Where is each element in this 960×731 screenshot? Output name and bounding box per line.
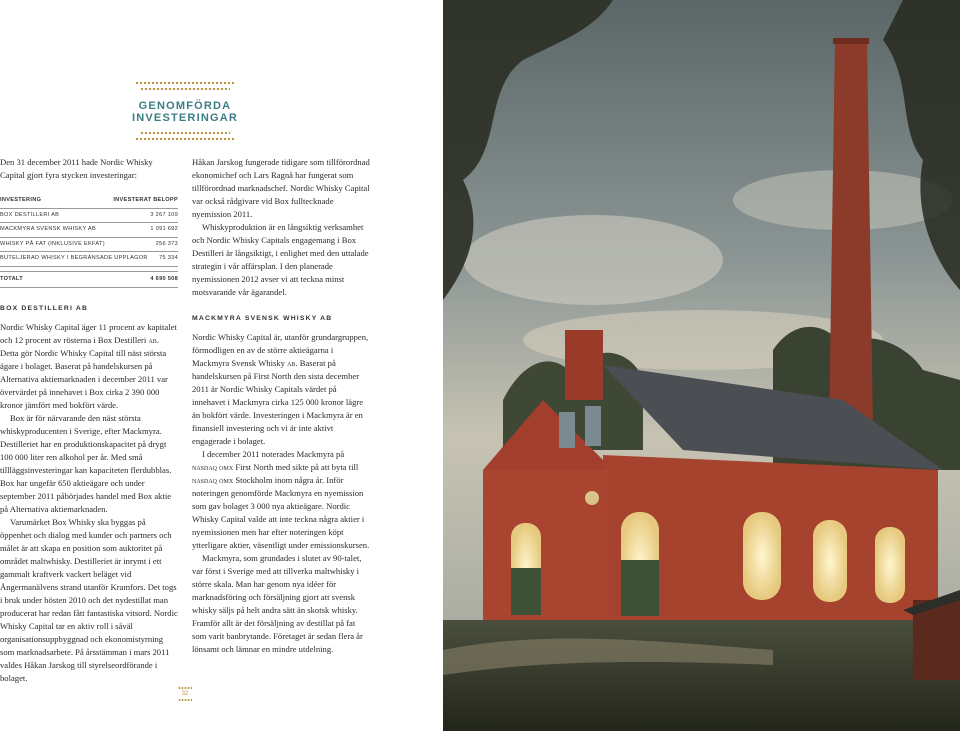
window-lit bbox=[875, 527, 905, 603]
box-paragraph-2: Box är för närvarande den näst största whiskyproducenten i Sverige, efter Mackmyra. Destilleriet har en produktionskapacitet på drygt 100 000 liter ren alkohol per år. Med små tillläggsinvesteringar kan kapaciteten flerdubblas. Box har ungefär 650 aktieägare och under september 2011 påbörjades handel med Box aktie på Alternativa aktiemarknaden. bbox=[0, 412, 172, 514]
mackmyra-paragraph-3: Mackmyra, som grundades i slutet av 90-talet, var först i Sverige med att tillverka maltwhisky i större skala. Man har genom nya idéer för marknadsföring och försäljning gjort att svensk whisky säljs på helt andra sätt än skotsk whisky. Framför allt är det försäljning av destillat på fat som varit banbrytande. Företaget är sedan flera år lönsamt och lämnar en mindre utdelning. bbox=[192, 553, 363, 654]
distillery-photo bbox=[443, 0, 960, 731]
table-cell-value: 256 373 bbox=[155, 240, 178, 247]
page-number: 32 bbox=[181, 691, 189, 697]
table-total-value: 4 690 508 bbox=[150, 275, 178, 282]
building-small-chimney bbox=[565, 330, 603, 400]
box-paragraph-3: Varumärket Box Whisky ska byggas på öppenhet och dialog med kunder och partners och målet är att skapa en position som auktoritet på området maltwhisky. Destilleriet är inrymt i ett gammalt kraftverk vackert beläget vid Ångermanälvens strand utanför Kramfors. Det togs i bruk under hösten 2010 och det nydestillat man producerat har redan fått fantastiska vitsord. Nordic Whisky Capital tar en aktiv roll i såväl organisationsuppbyggnad och ekonomistyrning som marknadsarbete. På årsstämman i mars 2011 valdes Håkan Jarskog till styrelseordförande i bolaget. bbox=[0, 516, 178, 683]
section-title-block bbox=[90, 80, 280, 142]
text-column-2 bbox=[192, 156, 370, 656]
mackmyra-p2c: Stockholm inom några år. Inför noteringen genomförde Mackmyra en nyemission som gav bolaget 3 000 nya aktieägare. Nordic Whisky Capital valde att inte teckna några aktier i nyemissionen men har efter noteringen köpt ytterligare aktier, väsentligt under emissionskursen. bbox=[192, 475, 370, 550]
table-total-row bbox=[0, 271, 178, 288]
door-green bbox=[621, 560, 659, 616]
nasdaq-omx-2: nasdaq omx bbox=[192, 475, 234, 485]
nasdaq-omx-1: nasdaq omx bbox=[192, 462, 234, 472]
mackmyra-ab: ab bbox=[287, 358, 296, 368]
window-lit bbox=[813, 520, 847, 602]
table-row bbox=[0, 223, 178, 238]
cloud bbox=[463, 215, 723, 305]
mackmyra-paragraph-1 bbox=[192, 331, 370, 448]
page-number-block bbox=[178, 686, 192, 702]
table-row bbox=[0, 252, 178, 267]
chimney bbox=[829, 40, 873, 430]
investment-table bbox=[0, 194, 178, 288]
gold-dot-ornament-bottom-2 bbox=[135, 136, 235, 142]
mackmyra-paragraph-2 bbox=[192, 448, 370, 552]
intro-paragraph: Den 31 december 2011 hade Nordic Whisky Capital gjort fyra stycken investeringar: bbox=[0, 157, 153, 180]
table-header-investment: INVESTERING bbox=[0, 197, 42, 204]
table-total-label: TOTALT bbox=[0, 275, 23, 282]
table-cell-name: WHISKY PÅ FAT (INKLUSIVE EKFAT) bbox=[0, 240, 105, 247]
mackmyra-p1a: Nordic Whisky Capital är, utanför grundargruppen, förmodligen en av de större aktieägarna i Mackmyra Svensk Whisky bbox=[192, 332, 369, 368]
page-title: GENOMFÖRDA INVESTERINGAR bbox=[131, 100, 239, 124]
mackmyra-p1b: . Baserat på handelskursen på First North den sista december 2011 är Nordic Whisky Capitals värdet på innehavet i Mackmyra cirka 125 000 kronor lägre än bokfört värde. Investeringen i Mackmyra är en finansiell investering och vi är inte aktivt engagerade i bolaget. bbox=[192, 358, 364, 446]
box-p1-rest: . Detta gör Nordic Whisky Capital till näst största ägare i bolaget. Baserat på handelskursen på Alternativa aktiemarknaden i december 2011 var övervärdet på innehavet i Box cirka 2 390 000 kronor jämfört med bokfört värde. bbox=[0, 334, 168, 410]
table-cell-value: 3 267 109 bbox=[150, 211, 178, 218]
mackmyra-section-heading: MACKMYRA SVENSK WHISKY AB bbox=[192, 315, 333, 322]
mackmyra-p2b: First North med sikte på att byta till bbox=[235, 462, 359, 472]
col2-paragraph-2: Whiskyproduktion är en långsiktig verksamhet och Nordic Whisky Capitals engagemang i Box Destilleri är långsiktigt, i enlighet med den uttalade strategin i vår affärsplan. I den planerade nyemissionen 2012 avser vi att teckna minst motsvarande vår ägarandel. bbox=[192, 222, 369, 297]
box-p1-ab: ab bbox=[148, 334, 157, 345]
window-small bbox=[559, 412, 575, 448]
box-p1-text: Nordic Whisky Capital äger 11 procent av kapitalet och 12 procent av rösterna i Box Destilleri bbox=[0, 321, 177, 345]
table-cell-name: MACKMYRA SVENSK WHISKY AB bbox=[0, 226, 96, 233]
box-paragraph-1 bbox=[0, 321, 178, 412]
page-number-ornament-bottom bbox=[178, 698, 192, 702]
window-small bbox=[585, 406, 601, 446]
ground bbox=[443, 620, 960, 731]
door-green bbox=[511, 568, 541, 615]
mackmyra-p2a: I december 2011 noterades Mackmyra på bbox=[202, 449, 345, 459]
table-row bbox=[0, 209, 178, 224]
left-page bbox=[0, 0, 443, 731]
table-cell-value: 1 091 692 bbox=[150, 226, 178, 233]
table-cell-value: 75 334 bbox=[159, 255, 178, 262]
table-header-row bbox=[0, 194, 178, 209]
gold-dot-ornament-top-2 bbox=[140, 86, 230, 92]
distillery-photo-illustration bbox=[443, 0, 960, 731]
box-section-heading: BOX DESTILLERI AB bbox=[0, 304, 89, 312]
window-lit bbox=[743, 512, 781, 600]
chimney-top bbox=[833, 38, 869, 44]
round-window bbox=[585, 491, 599, 505]
col2-paragraph-1: Håkan Jarskog fungerade tidigare som tillförordnad ekonomichef och Lars Ragnå har fungerat som tillförordnad marknadschef. Nordic Whisky Capital var också rådgivare vid Box fulltecknade nyemission 2011. bbox=[192, 157, 370, 219]
table-header-amount: INVESTERAT BELOPP bbox=[113, 197, 178, 204]
table-row bbox=[0, 238, 178, 253]
table-cell-name: BUTELJERAD WHISKY I BEGRÄNSADE UPPLAGOR bbox=[0, 255, 148, 262]
text-column-1 bbox=[0, 156, 178, 685]
table-cell-name: BOX DESTILLERI AB bbox=[0, 211, 60, 218]
